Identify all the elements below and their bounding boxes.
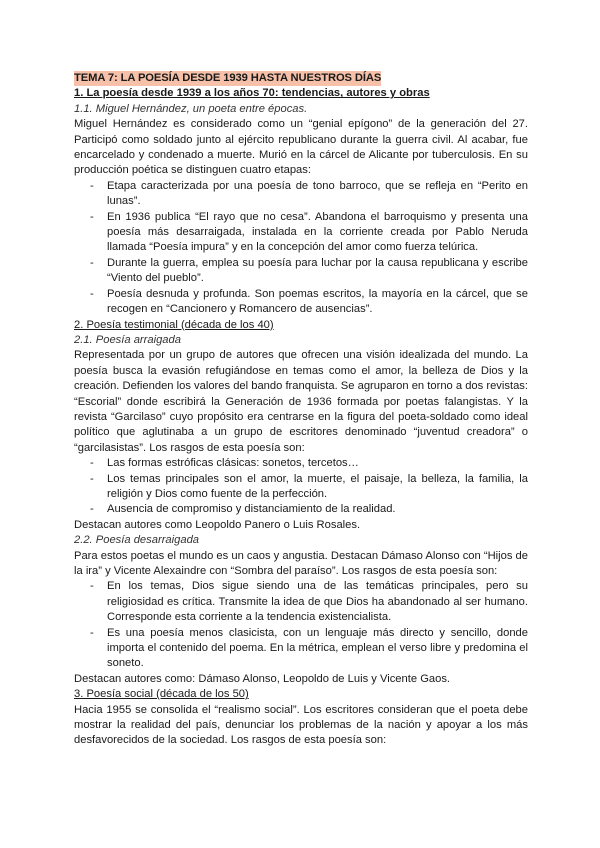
subsection-heading-2-1: 2.1. Poesía arraigada bbox=[74, 333, 181, 346]
list-item: - Durante la guerra, emplea su poesía para luchar por la causa republicana y escribe “Viento del pueblo”. bbox=[90, 256, 528, 285]
list-item: - Los temas principales son el amor, la muerte, el paisaje, la belleza, la familia, la religión y Dios como fuente de la perfección. bbox=[90, 472, 528, 500]
document-page bbox=[74, 71, 528, 749]
list-item: - Las formas estróficas clásicas: sonetos, tercetos… bbox=[74, 456, 528, 471]
list-item: - Poesía desnuda y profunda. Son poemas escritos, la mayoría en la cárcel, que se recogen en “Cancionero y Romancero de ausencias”. bbox=[90, 287, 528, 316]
paragraph-autores-arraigada: Destacan autores como Leopoldo Panero o Luis Rosales. bbox=[74, 518, 361, 531]
section-heading-2: 2. Poesía testimonial (década de los 40) bbox=[74, 318, 274, 331]
bullet-dash: - bbox=[90, 503, 94, 516]
list-item: - Etapa caracterizada por una poesía de tono barroco, que se refleja en “Perito en lunas”. bbox=[90, 179, 528, 208]
list-item: - En los temas, Dios sigue siendo una de las temáticas principales, pero su religiosidad es crítica. Transmite la idea de que Dios ha abandonado al ser humano. Corresponde esta corriente a la tendencia existencialista. bbox=[90, 580, 528, 624]
paragraph-poesia-arraigada: Representada por un grupo de autores que ofrecen una visión idealizada del mundo. La poesía busca la evasión refugiándose en temas como el amor, la belleza de Dios y la creación. Defienden los valores del bando franquista. Se agruparon en torno a dos revistas: “Escorial” donde escribirá la Generación de 1936 formada por poetas falangistas. Y la revista “Garcilaso” cuyo propósito era centrarse en la figura del poeta-soldado como ideal político que aglutinaba a un grupo de escritores denominado “juventud creadora” o “garcilasistas”. Los rasgos de esta poesía son: bbox=[74, 349, 528, 454]
bullet-dash: - bbox=[90, 626, 94, 639]
section-heading-3: 3. Poesía social (década de los 50) bbox=[74, 688, 249, 701]
list-item: - Ausencia de compromiso y distanciamiento de la realidad. bbox=[74, 502, 528, 517]
paragraph-miguel-hernandez: Miguel Hernández es considerado como un “genial epígono” de la generación del 27. Participó como soldado junto al ejército republicano durante la guerra civil. Al acabar, fue encarcelado y condenado a muerte. Murió en la cárcel de Alicante por tuberculosis. En su producción poética se distinguen cuatro etapas: bbox=[74, 118, 528, 177]
list-item: - Es una poesía menos clasicista, con un lenguaje más directo y sencillo, donde importa el contenido del poema. En la métrica, emplean el verso libre y predomina el soneto. bbox=[90, 626, 528, 670]
paragraph-autores-desarraigada: Destacan autores como: Dámaso Alonso, Leopoldo de Luis y Vicente Gaos. bbox=[74, 672, 451, 685]
paragraph-poesia-desarraigada: Para estos poetas el mundo es un caos y angustia. Destacan Dámaso Alonso con “Hijos de la ira” y Vicente Alexaindre con “Sombra del paraíso”. Los rasgos de esta poesía son: bbox=[74, 549, 528, 577]
paragraph-poesia-social: Hacia 1955 se consolida el “realismo social”. Los escritores consideran que el poeta debe mostrar la realidad del país, denunciar los problemas de la nación y apoyar a los más desfavorecidos de la sociedad. Los rasgos de esta poesía son: bbox=[74, 703, 528, 747]
subsection-heading-2-2: 2.2. Poesía desarraigada bbox=[74, 534, 200, 547]
bullet-dash: - bbox=[90, 580, 94, 593]
bullet-dash: - bbox=[90, 210, 94, 223]
bullet-dash: - bbox=[90, 457, 94, 470]
list-item: - En 1936 publica “El rayo que no cesa”. Abandona el barroquismo y presenta una poesía más desarraigada, instalada en la corriente creada por Pablo Neruda llamada “Poesía impura” y en la concepción del amor como fuerza telúrica. bbox=[90, 210, 528, 254]
section-heading-1: 1. La poesía desde 1939 a los años 70: tendencias, autores y obras bbox=[74, 87, 430, 100]
bullet-dash: - bbox=[90, 287, 94, 300]
bullet-dash: - bbox=[90, 472, 94, 485]
bullet-dash: - bbox=[90, 256, 94, 269]
document-title: TEMA 7: LA POESÍA DESDE 1939 HASTA NUESTROS DÍAS bbox=[74, 71, 528, 86]
subsection-heading-1-1: 1.1. Miguel Hernández, un poeta entre épocas. bbox=[74, 102, 308, 115]
bullet-dash: - bbox=[90, 179, 94, 192]
